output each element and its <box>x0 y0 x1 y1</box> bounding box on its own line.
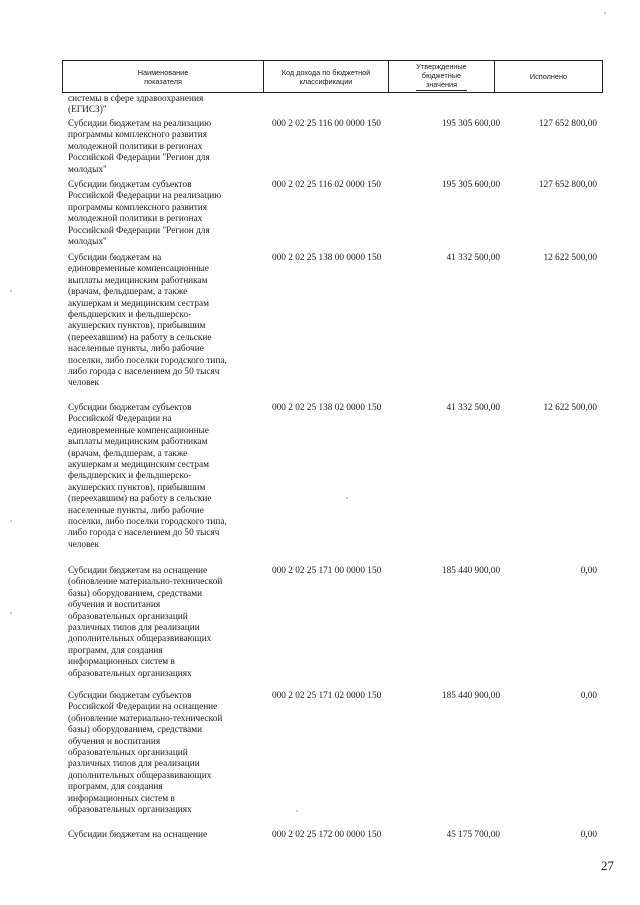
row-name: Субсидии бюджетам на оснащение <box>68 830 208 840</box>
row-plan: 185 440 900,00 <box>442 691 501 701</box>
row-name: Субсидии бюджетам на оснащение (обновление материально-технической базы) оборудованием, средствами обучения и воспитания образовательных организаций различных типов для реализации дополнительных общеразвивающих программ, для создания информационных систем в образовательных организациях <box>68 566 223 679</box>
row-code: 000 2 02 25 172 00 0000 150 <box>272 830 382 840</box>
scan-speck <box>346 497 348 499</box>
table-header <box>62 60 603 93</box>
scan-speck <box>10 520 12 522</box>
header-indicator-name: Наименование показателя <box>63 61 264 92</box>
row-plan: 41 332 500,00 <box>446 403 500 413</box>
row-done: 12 622 500,00 <box>543 253 597 263</box>
scan-speck <box>10 290 12 292</box>
row-done: 12 622 500,00 <box>543 403 597 413</box>
row-name: Субсидии бюджетам субъектов Российской Федерации на оснащение (обновление материально-технической базы) оборудованием, средствами обучения и воспитания образовательных организаций различных типов для реализации дополнительных общеразвивающих программ, для создания информационных систем в образовательных организациях <box>68 691 223 816</box>
header-income-code: Код дохода по бюджетной классификации <box>264 61 389 92</box>
header-approved-values: Утвержденные бюджетные значения <box>389 61 495 92</box>
scan-speck <box>296 810 298 812</box>
row-code: 000 2 02 25 116 00 0000 150 <box>272 119 381 129</box>
row-code: 000 2 02 25 171 00 0000 150 <box>272 566 382 576</box>
row-plan: 185 440 900,00 <box>442 566 501 576</box>
row-done: 127 652 800,00 <box>538 180 597 190</box>
row-name: Субсидии бюджетам субъектов Российской Федерации на единовременные компенсационные выплаты медицинским работникам (врачам, фельдшерам, а также акушеркам и медицинским сестрам фельдшерских и фельдшерско- акушерских пунктов), прибывшим (переехавшим) на работу в сельские населенные пункты, либо рабочие поселки, либо поселки городского типа, либо города с населением до 50 тысяч человек <box>68 403 227 550</box>
row-plan: 195 305 600,00 <box>442 119 501 129</box>
page-number: 27 <box>601 858 614 873</box>
row-done: 0,00 <box>580 830 597 840</box>
row-done: 0,00 <box>580 691 597 701</box>
row-plan: 45 175 700,00 <box>446 830 500 840</box>
row-done: 0,00 <box>580 566 597 576</box>
row-plan: 195 305 600,00 <box>442 180 501 190</box>
scan-speck <box>604 12 606 14</box>
row-name: Субсидии бюджетам на реализацию программы комплексного развития молодежной политики в регионах Российской Федерации "Регион для молодых" <box>68 119 212 175</box>
row-name: Субсидии бюджетам на единовременные компенсационные выплаты медицинским работникам (врачам, фельдшерам, а также акушеркам и медицинским сестрам фельдшерских и фельдшерско- акушерских пунктов), прибывшим (переехавшим) на работу в сельские населенные пункты, либо рабочие поселки, либо поселки городского типа, либо города с населением до 50 тысяч человек <box>68 253 227 389</box>
row-code: 000 2 02 25 138 02 0000 150 <box>272 403 382 413</box>
row-name: Субсидии бюджетам субъектов Российской Федерации на реализацию программы комплексного развития молодежной политики в регионах Российской Федерации "Регион для молодых" <box>68 180 222 248</box>
row-plan: 41 332 500,00 <box>446 253 500 263</box>
scan-speck <box>10 612 12 614</box>
row-name: системы в сфере здравоохранения (ЕГИСЗ)" <box>68 94 204 116</box>
row-code: 000 2 02 25 138 00 0000 150 <box>272 253 382 263</box>
row-code: 000 2 02 25 116 02 0000 150 <box>272 180 381 190</box>
row-done: 127 652 800,00 <box>538 119 597 129</box>
header-executed: Исполнено <box>529 72 568 81</box>
row-code: 000 2 02 25 171 02 0000 150 <box>272 691 382 701</box>
